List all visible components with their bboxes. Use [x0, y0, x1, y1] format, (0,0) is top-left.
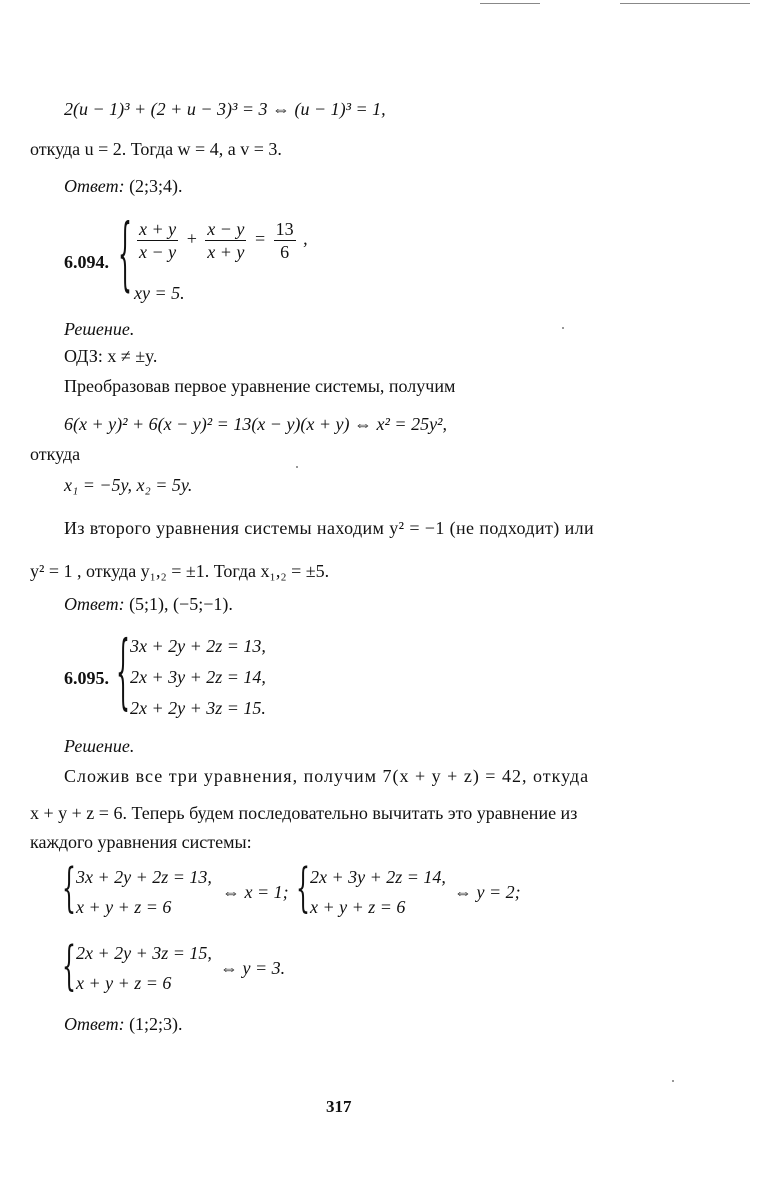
solution-label-095: Решение.	[64, 736, 135, 756]
fraction-1-denominator: x − y	[139, 242, 177, 262]
system-c-line-1: 2x + 2y + 3z = 15,	[76, 943, 212, 963]
transform-equation: 6(x + y)² + 6(x − y)² = 13(x − y)(x + y) ⇔ x² = 25y²,	[64, 414, 447, 434]
answer-2	[64, 593, 233, 615]
problem-094-eq2: xy = 5.	[134, 283, 185, 303]
fraction-2	[205, 218, 246, 263]
odz-line: ОДЗ: x ≠ ±y.	[64, 346, 158, 366]
scan-speck	[296, 466, 298, 468]
solution-label-094: Решение.	[64, 319, 135, 339]
sum-line-3: каждого уравнения системы:	[30, 832, 252, 852]
fraction-2-numerator: x − y	[207, 219, 245, 239]
system-c-result: ⇔ y = 3.	[220, 958, 286, 978]
system-a-result: ⇔ x = 1;	[222, 882, 289, 902]
answer-1	[64, 175, 183, 197]
problem-095-eq2: 2x + 3y + 2z = 14,	[130, 667, 266, 687]
answer-label: Ответ:	[64, 594, 125, 614]
problem-094-eq1	[134, 218, 308, 263]
fraction-3-denominator: 6	[280, 242, 290, 262]
system-brace-095: {	[116, 628, 130, 721]
system-c-line-2: x + y + z = 6	[76, 973, 172, 993]
fraction-2-denominator: x + y	[207, 242, 245, 262]
sum-line-1: Сложив все три уравнения, получим 7(x + y + z) = 42, откуда	[64, 766, 590, 786]
equals-sign: =	[253, 228, 267, 249]
problem-095-eq1: 3x + 2y + 2z = 13,	[130, 636, 266, 656]
system-brace-a: {	[62, 860, 76, 920]
scan-edge-mark	[620, 3, 750, 4]
system-b-line-1: 2x + 3y + 2z = 14,	[310, 867, 446, 887]
top-otkuda-line: откуда u = 2. Тогда w = 4, а v = 3.	[30, 139, 282, 159]
scan-speck	[672, 1080, 674, 1082]
answer-3	[64, 1013, 183, 1035]
answer-label: Ответ:	[64, 1014, 125, 1034]
comma: ,	[303, 228, 308, 249]
problem-number-094: 6.094.	[64, 252, 109, 272]
plus-sign: +	[185, 228, 198, 249]
system-a-line-2: x + y + z = 6	[76, 897, 172, 917]
fraction-1-numerator: x + y	[139, 219, 177, 239]
problem-095-eq3: 2x + 2y + 3z = 15.	[130, 698, 266, 718]
top-equation: 2(u − 1)³ + (2 + u − 3)³ = 3 ⇔ (u − 1)³ = 1,	[64, 99, 386, 119]
answer-label: Ответ:	[64, 176, 125, 196]
fraction-3	[274, 218, 296, 263]
scan-speck	[562, 327, 564, 329]
answer-2-value: (5;1), (−5;−1).	[129, 594, 233, 614]
second-equation-text: Из второго уравнения системы находим y² = −1 (не подходит) или	[64, 518, 595, 538]
scan-edge-mark	[480, 3, 540, 4]
system-a-line-1: 3x + 2y + 2z = 13,	[76, 867, 212, 887]
system-b-line-2: x + y + z = 6	[310, 897, 406, 917]
transform-text: Преобразовав первое уравнение системы, получим	[64, 376, 456, 396]
system-brace-b: {	[296, 860, 310, 920]
system-b-result: ⇔ y = 2;	[454, 882, 521, 902]
second-equation-continued: y² = 1 , откуда y₁,₂ = ±1. Тогда x₁,₂ = ±5.	[30, 561, 330, 581]
x-values: x₁ = −5y, x₂ = 5y.	[64, 475, 193, 495]
system-brace-c: {	[62, 938, 76, 998]
system-brace-094: {	[118, 212, 132, 302]
answer-1-value: (2;3;4).	[129, 176, 183, 196]
fraction-1	[137, 218, 178, 263]
page-number: 317	[326, 1097, 352, 1116]
answer-3-value: (1;2;3).	[129, 1014, 183, 1034]
problem-number-095: 6.095.	[64, 668, 109, 688]
fraction-3-numerator: 13	[275, 219, 294, 239]
otkuda-line: откуда	[30, 444, 81, 464]
sum-line-2: x + y + z = 6. Теперь будем последовательно вычитать это уравнение из	[30, 803, 578, 823]
